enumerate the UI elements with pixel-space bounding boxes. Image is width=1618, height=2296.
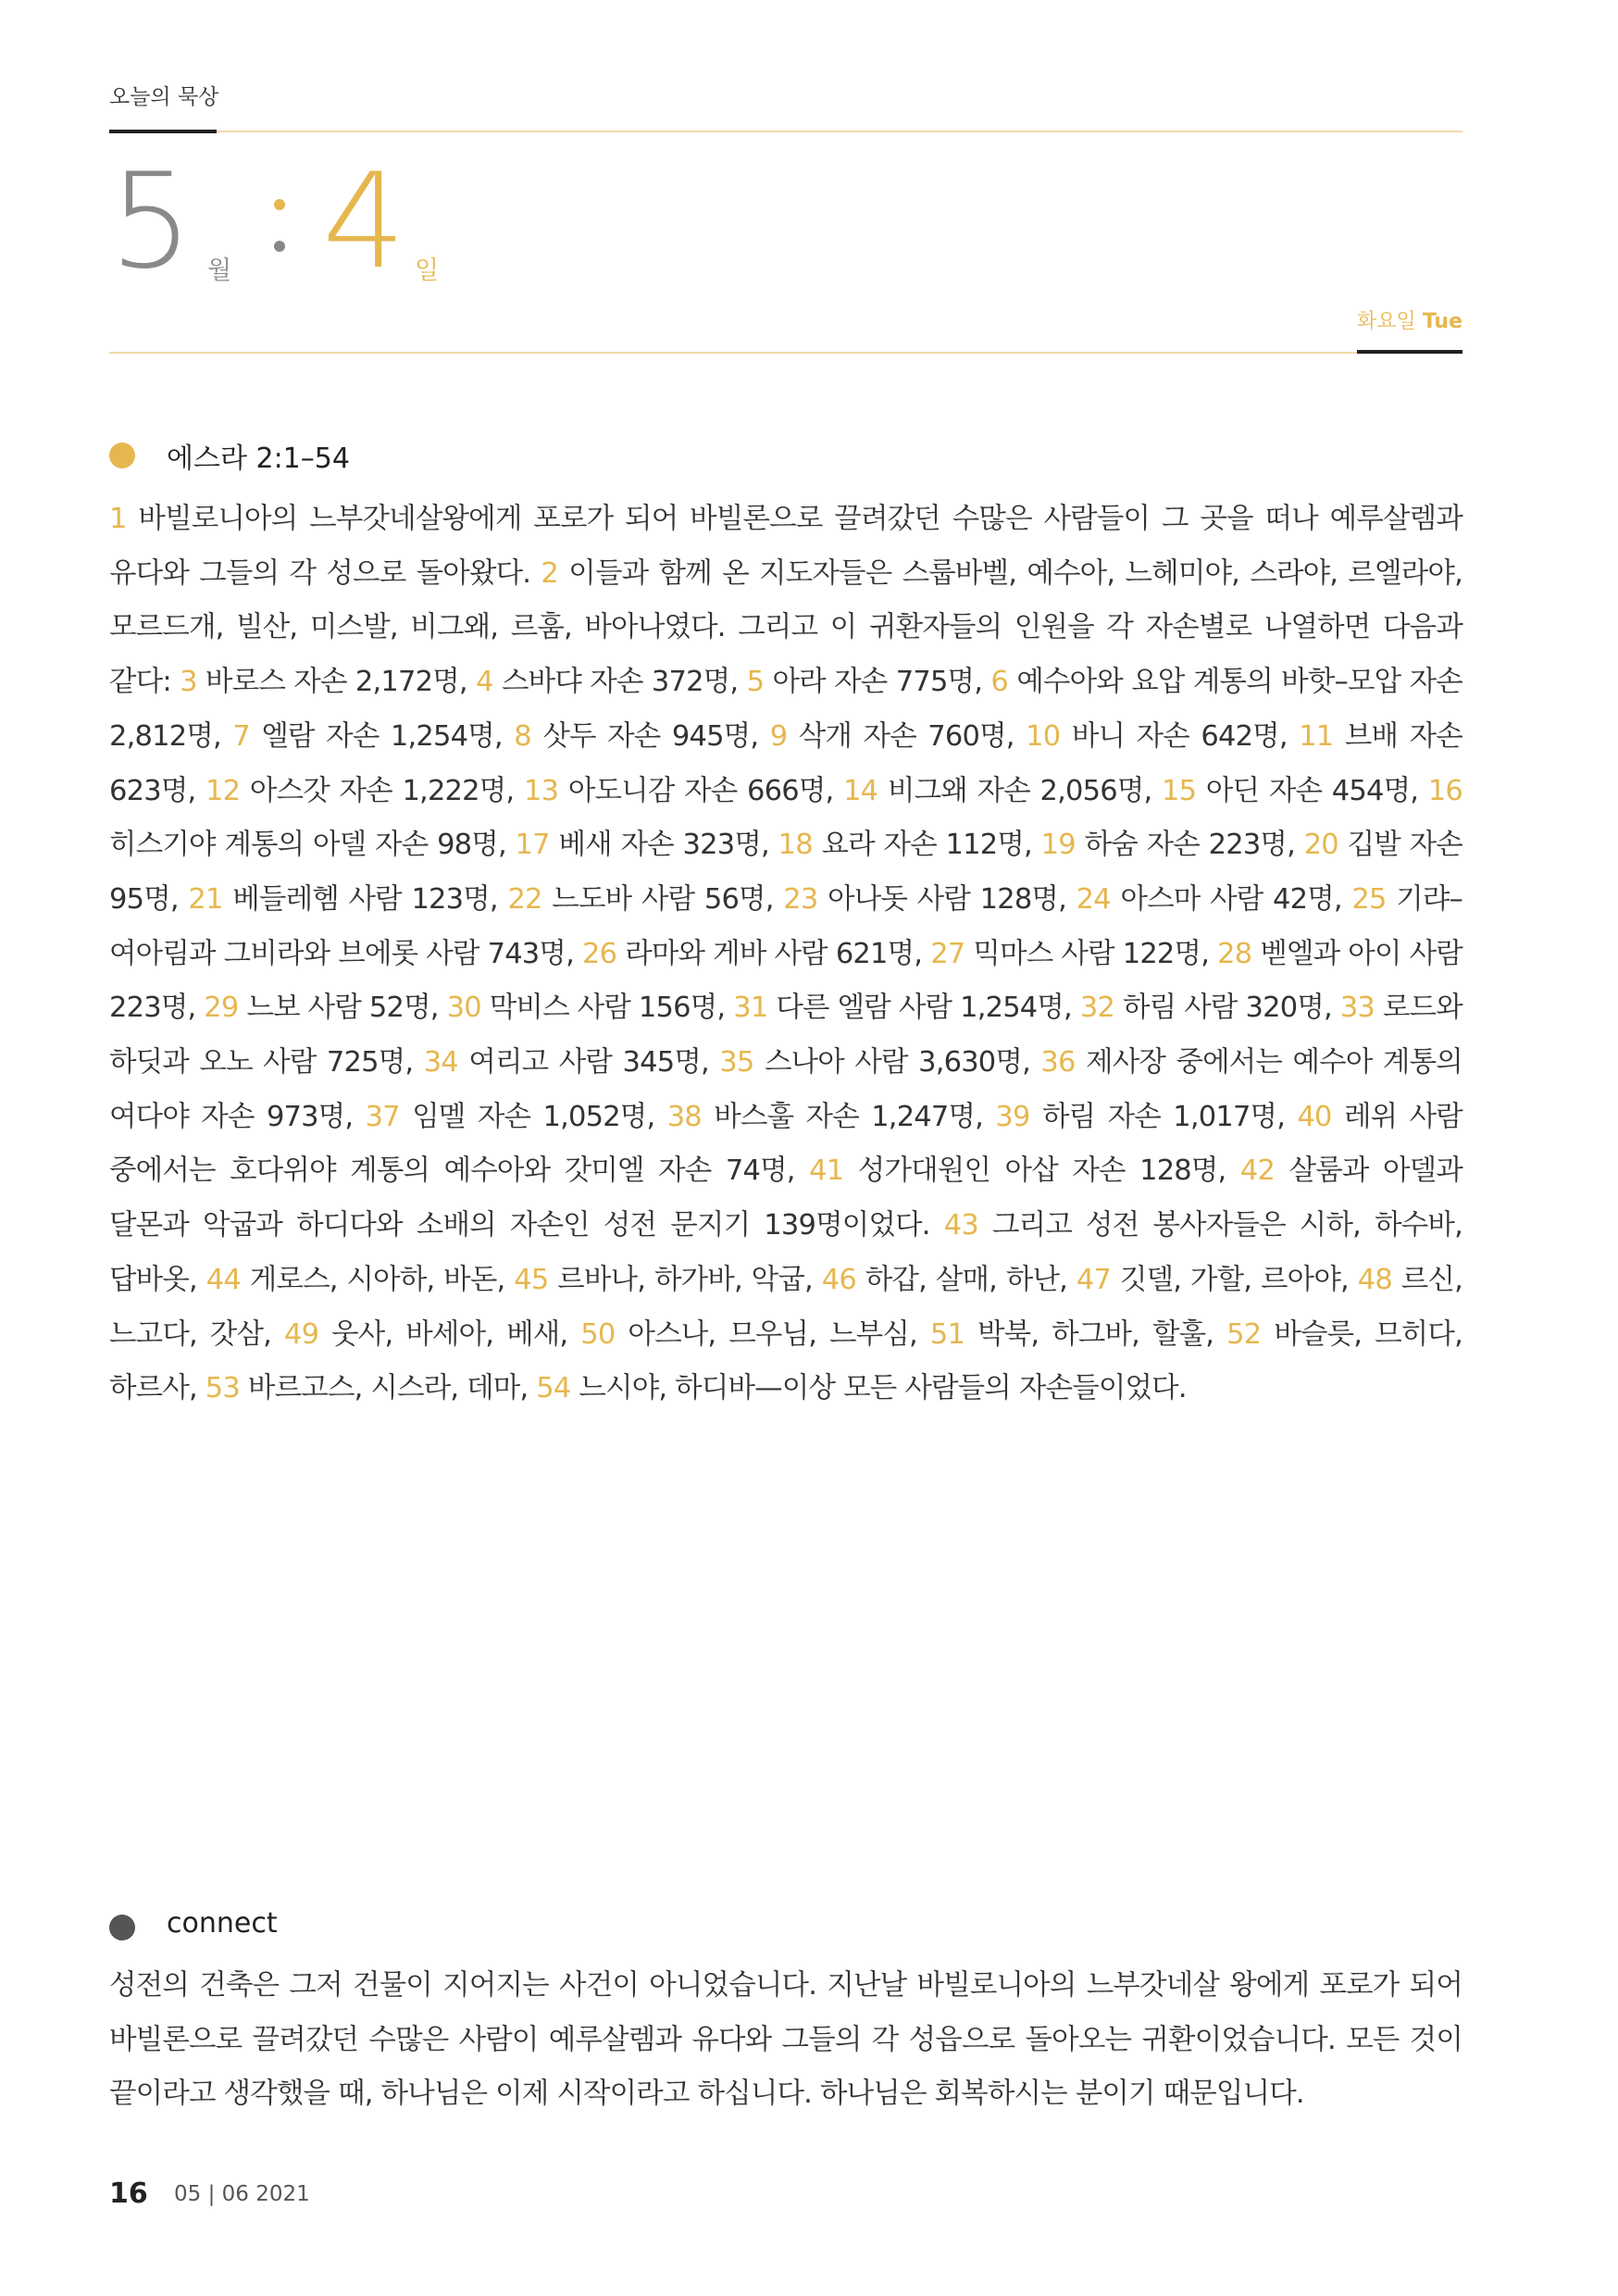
day-unit: 일 — [415, 256, 440, 285]
bullet-dot-icon — [109, 1915, 135, 1940]
verse-number: 26 — [581, 937, 617, 970]
verse-text: 엘람 자손 1,254명, — [261, 719, 503, 753]
verse-text: 바르고스, 시스라, 데마, — [247, 1372, 529, 1405]
verse-number: 40 — [1297, 1100, 1332, 1133]
connect-title: connect — [167, 1907, 278, 1940]
verse-text: 느보 사람 52명, — [246, 992, 439, 1025]
verse-text: 삿두 자손 945명, — [542, 719, 759, 753]
verse-number: 24 — [1076, 882, 1111, 916]
verse-text: 삭개 자손 760명, — [798, 719, 1014, 753]
verse-number: 15 — [1162, 774, 1197, 807]
verse-number: 30 — [446, 992, 481, 1025]
weekday-label — [1357, 306, 1462, 334]
verse-number: 27 — [930, 937, 965, 970]
verse-text: 아스마 사람 42명, — [1120, 882, 1342, 916]
verse-text: 르신, 느고다, 갓삼, — [109, 1263, 1463, 1351]
issue-date: 05 | 06 2021 — [174, 2182, 310, 2206]
verse-number: 20 — [1303, 829, 1338, 862]
verse-text: 믹마스 사람 122명, — [973, 937, 1210, 970]
verse-text: 그리고 성전 봉사자들은 시하, 하수바, 답바옷, — [109, 1209, 1462, 1296]
verse-number: 35 — [719, 1046, 754, 1079]
weekday-english: Tue — [1422, 310, 1462, 333]
verse-number: 28 — [1217, 937, 1252, 970]
verse-text: 아스나, 므우님, 느부심, — [628, 1317, 917, 1351]
verse-number: 53 — [205, 1372, 241, 1405]
section-label: 오늘의 묵상 — [109, 85, 219, 109]
verse-number: 51 — [929, 1317, 965, 1351]
verse-number: 54 — [536, 1372, 571, 1405]
verse-text: 기랴–여아림과 그비라와 브에롯 사람 743명, — [109, 882, 1463, 970]
verse-text: 웃사, 바세아, 베새, — [331, 1317, 568, 1351]
verse-number: 34 — [423, 1046, 458, 1079]
bullet-dot-icon — [109, 443, 135, 468]
verse-number: 31 — [733, 992, 768, 1025]
verse-number: 45 — [514, 1263, 549, 1296]
verse-number: 2 — [541, 556, 559, 590]
verse-number: 1 — [109, 503, 127, 535]
verse-number: 44 — [205, 1263, 241, 1296]
verse-number: 25 — [1351, 882, 1387, 916]
verse-text: 바로스 자손 2,172명, — [205, 666, 467, 699]
verse-text: 느도바 사람 56명, — [552, 882, 774, 916]
top-divider — [217, 131, 1462, 132]
verse-text: 바스훌 자손 1,247명, — [714, 1100, 984, 1133]
verse-text: 르바나, 하가바, 악굽, — [557, 1263, 813, 1296]
verse-number: 39 — [995, 1100, 1030, 1133]
verse-number: 7 — [232, 719, 250, 753]
verse-text: 여리고 사람 345명, — [468, 1046, 709, 1079]
verse-text: 아나돗 사람 128명, — [828, 882, 1066, 916]
verse-number: 42 — [1239, 1154, 1276, 1188]
verse-number: 19 — [1040, 829, 1076, 862]
verse-text: 하림 자손 1,017명, — [1041, 1100, 1286, 1133]
verse-number: 52 — [1226, 1317, 1262, 1351]
verse-text: 바슬릇, 므히다, 하르사, — [109, 1317, 1462, 1405]
verse-text: 로드와 하딧과 오노 사람 725명, — [109, 992, 1462, 1079]
verse-number: 21 — [188, 882, 223, 916]
scripture-text — [109, 493, 1462, 1416]
verse-number: 37 — [365, 1100, 400, 1133]
verse-text: 라마와 게바 사람 621명, — [625, 937, 923, 970]
colon-dot-bottom — [274, 241, 285, 252]
verse-number: 47 — [1076, 1263, 1112, 1296]
verse-text: 바니 자손 642명, — [1071, 719, 1288, 753]
day-number: 4 — [322, 145, 403, 298]
verse-number: 22 — [507, 882, 542, 916]
verse-text: 게로스, 시아하, 바돈, — [249, 1263, 505, 1296]
verse-number: 14 — [843, 774, 878, 807]
verse-number: 16 — [1427, 774, 1463, 807]
verse-text: 막비스 사람 156명, — [489, 992, 726, 1025]
verse-number: 6 — [990, 666, 1009, 699]
month-number: 5 — [109, 145, 190, 298]
middle-divider — [109, 352, 1357, 354]
connect-text: 성전의 건축은 그저 건물이 지어지는 사건이 아니었습니다. 지난날 바빌로니아의 느부갓네살 왕에게 포로가 되어 바빌론으로 끌려갔던 수많은 사람이 예루살렘과 유다와 그들의 각 성읍으로 돌아오는 귀환이었습니다. 모든 것이 끝이라고 생각했을 때, 하나님은 이제 시작이라고 하십니다. 하나님은 회복하시는 분이기 때문입니다. — [109, 1969, 1462, 2111]
verse-number: 36 — [1040, 1046, 1076, 1079]
verse-text: 히스기야 계통의 아델 자손 98명, — [109, 829, 506, 862]
verse-text: 깁발 자손 95명, — [109, 829, 1462, 916]
verse-number: 32 — [1079, 992, 1115, 1025]
verse-number: 48 — [1357, 1263, 1392, 1296]
verse-text: 아스갓 자손 1,222명, — [249, 774, 515, 807]
verse-text: 깃델, 가할, 르아야, — [1119, 1263, 1349, 1296]
verse-number: 3 — [180, 666, 197, 699]
section-underline — [109, 130, 217, 133]
verse-text: 느시야, 하디바—이상 모든 사람들의 자손들이었다. — [579, 1372, 1187, 1405]
weekday-underline — [1357, 350, 1462, 354]
verse-text: 비그왜 자손 2,056명, — [887, 774, 1152, 807]
verse-text: 베새 자손 323명, — [558, 829, 769, 862]
verse-number: 13 — [523, 774, 559, 807]
verse-number: 23 — [783, 882, 818, 916]
verse-text: 바빌로니아의 느부갓네살왕에게 포로가 되어 바빌론으로 끌려갔던 수많은 사람들이 그 곳을 떠나 예루살렘과 유다와 그들의 각 성으로 돌아왔다. — [109, 503, 1462, 590]
verse-number: 43 — [943, 1209, 978, 1242]
verse-number: 9 — [769, 719, 788, 753]
verse-text: 하림 사람 320명, — [1123, 992, 1332, 1025]
verse-number: 11 — [1299, 719, 1334, 753]
verse-number: 33 — [1339, 992, 1375, 1025]
verse-text: 브배 자손 623명, — [109, 719, 1462, 807]
verse-number: 49 — [283, 1317, 319, 1351]
verse-number: 17 — [515, 829, 550, 862]
page-number: 16 — [109, 2177, 148, 2210]
verse-number: 46 — [821, 1263, 856, 1296]
verse-number: 4 — [476, 666, 493, 699]
verse-number: 10 — [1026, 719, 1061, 753]
verse-text: 임멜 자손 1,052명, — [412, 1100, 655, 1133]
verse-text: 다른 엘람 사람 1,254명, — [776, 992, 1072, 1025]
verse-text: 아도니감 자손 666명, — [567, 774, 834, 807]
verse-text: 제사장 중에서는 예수아 계통의 여다야 자손 973명, — [109, 1046, 1462, 1133]
verse-text: 아라 자손 775명, — [772, 666, 983, 699]
passage-reference: 에스라 2:1–54 — [167, 443, 350, 475]
verse-number: 18 — [778, 829, 813, 862]
verse-text: 하숨 자손 223명, — [1084, 829, 1295, 862]
verse-text: 아딘 자손 454명, — [1205, 774, 1419, 807]
verse-text: 이들과 함께 온 지도자들은 스룹바벨, 예수아, 느헤미야, 스라야, 르엘라야, 모르드개, 빌산, 미스발, 비그왜, 르훔, 바아나였다. 그리고 이 귀환자들의 인원을 각 자손별로 나열하면 다음과 같다: — [109, 556, 1462, 699]
verse-number: 5 — [746, 666, 765, 699]
verse-text: 요라 자손 112명, — [821, 829, 1032, 862]
verse-text: 성가대원인 아삽 자손 128명, — [857, 1154, 1226, 1188]
verse-text: 스나아 사람 3,630명, — [764, 1046, 1030, 1079]
verse-number: 38 — [666, 1100, 702, 1133]
verse-number: 41 — [809, 1154, 844, 1188]
verse-number: 50 — [580, 1317, 616, 1351]
verse-number: 12 — [205, 774, 241, 807]
verse-text: 레위 사람 중에서는 호다위야 계통의 예수아와 갓미엘 자손 74명, — [109, 1100, 1462, 1188]
weekday-korean: 화요일 — [1357, 310, 1416, 333]
verse-text: 예수아와 요압 계통의 바핫–모압 자손 2,812명, — [109, 666, 1462, 753]
verse-text: 베들레헴 사람 123명, — [232, 882, 498, 916]
verse-text: 살룸과 아델과 달몬과 악굽과 하디다와 소배의 자손인 성전 문지기 139명이었다. — [109, 1154, 1463, 1242]
verse-number: 29 — [204, 992, 239, 1025]
verse-text: 하갑, 살매, 하난, — [865, 1263, 1068, 1296]
verse-text: 박북, 하그바, 할훌, — [977, 1317, 1214, 1351]
month-unit: 월 — [207, 256, 232, 285]
verse-number: 8 — [514, 719, 531, 753]
colon-dot-top — [274, 199, 285, 210]
verse-text: 스바댜 자손 372명, — [502, 666, 739, 699]
date-display — [109, 145, 1462, 298]
verse-text: 벧엘과 아이 사람 223명, — [109, 937, 1462, 1025]
